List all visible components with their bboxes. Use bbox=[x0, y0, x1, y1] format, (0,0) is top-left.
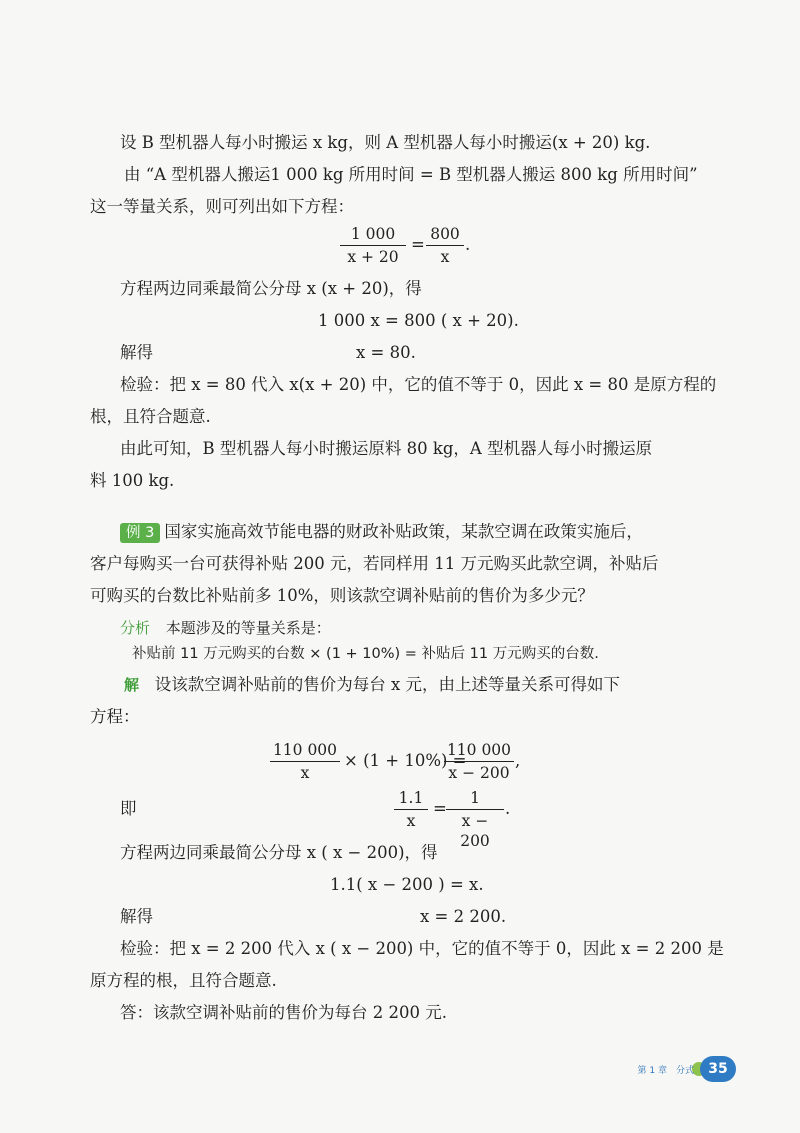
equals-sign: = bbox=[411, 235, 425, 254]
text-line: 答：该款空调补贴前的售价为每台 2 200 元. bbox=[120, 1003, 447, 1022]
solution-line bbox=[0, 673, 800, 697]
text-line: 方程两边同乘最简公分母 x ( x − 200)，得 bbox=[120, 843, 438, 862]
fraction-bar bbox=[446, 809, 504, 810]
comma: , bbox=[515, 751, 521, 770]
numerator: 110 000 bbox=[446, 741, 512, 759]
analysis-text: 本题涉及的等量关系是： bbox=[165, 619, 331, 637]
page-number: 35 bbox=[700, 1056, 736, 1082]
text-line: 由此可知，B 型机器人每小时搬运原料 80 kg，A 型机器人每小时搬运原 bbox=[120, 439, 653, 458]
analysis-line bbox=[0, 616, 800, 640]
denominator: x − 200 bbox=[448, 764, 510, 782]
text-line: 方程两边同乘最简公分母 x (x + 20)，得 bbox=[120, 279, 422, 298]
denominator: x bbox=[406, 812, 416, 830]
numerator: 1.1 bbox=[398, 789, 424, 807]
text-line: 设 B 型机器人每小时搬运 x kg，则 A 型机器人每小时搬运(x + 20) kg. bbox=[120, 133, 651, 152]
fraction-bar bbox=[444, 761, 514, 762]
numerator: 110 000 bbox=[272, 741, 338, 759]
fraction-bar bbox=[394, 809, 428, 810]
text-line: 即 bbox=[120, 799, 137, 818]
equation-line: x = 80. bbox=[356, 343, 416, 362]
fraction-bar bbox=[270, 761, 340, 762]
numerator: 1 000 bbox=[350, 225, 396, 243]
fraction bbox=[426, 224, 464, 267]
equation-text: × (1 + 10%) = bbox=[344, 751, 467, 770]
chapter-label: 第 1 章 分式 bbox=[637, 1065, 694, 1076]
text-line: 根，且符合题意. bbox=[90, 407, 211, 426]
solution-text: 设该款空调补贴前的售价为每台 x 元，由上述等量关系可得如下 bbox=[154, 675, 621, 694]
text-line: 这一等量关系，则可列出如下方程： bbox=[90, 197, 354, 216]
equals-sign: = bbox=[433, 799, 447, 818]
page-footer bbox=[638, 1055, 736, 1083]
text-line: 检验：把 x = 2 200 代入 x ( x − 200) 中，它的值不等于 0，因此 x = 2 200 是 bbox=[120, 939, 724, 958]
equation-line: 1 000 x = 800 ( x + 20). bbox=[318, 311, 519, 330]
fraction bbox=[444, 740, 514, 783]
text-line: 由 “A 型机器人搬运1 000 kg 所用时间 = B 型机器人搬运 800 kg 所用时间” bbox=[124, 165, 698, 184]
example-tag: 例 3 bbox=[120, 523, 160, 543]
numerator: 800 bbox=[430, 225, 460, 243]
denominator: x bbox=[440, 248, 450, 266]
text-line: 解得 bbox=[120, 343, 153, 362]
equation-line: x = 2 200. bbox=[420, 907, 507, 926]
period: . bbox=[465, 235, 471, 254]
solution-label: 解 bbox=[124, 676, 140, 694]
text-line: 原方程的根，且符合题意. bbox=[90, 971, 277, 990]
equation-line: 1.1( x − 200 ) = x. bbox=[330, 875, 484, 894]
denominator: x + 20 bbox=[347, 248, 399, 266]
fraction-bar bbox=[426, 245, 464, 246]
denominator: x bbox=[300, 764, 310, 782]
example-text: 国家实施高效节能电器的财政补贴政策，某款空调在政策实施后， bbox=[164, 522, 643, 541]
text-line: 检验：把 x = 80 代入 x(x + 20) 中，它的值不等于 0，因此 x = 80 是原方程的 bbox=[120, 375, 717, 394]
text-line: 客户每购买一台可获得补贴 200 元，若同样用 11 万元购买此款空调，补贴后 bbox=[90, 554, 659, 573]
fraction bbox=[394, 788, 428, 831]
denominator: x − 200 bbox=[460, 812, 490, 850]
text-line: 方程： bbox=[90, 707, 140, 726]
example-first-line bbox=[0, 520, 800, 544]
analysis-equation: 补贴前 11 万元购买的台数 × (1 + 10%) = 补贴后 11 万元购买的台数. bbox=[132, 646, 599, 662]
numerator: 1 bbox=[470, 789, 480, 807]
fraction bbox=[270, 740, 340, 783]
fraction-bar bbox=[340, 245, 406, 246]
text-line: 可购买的台数比补贴前多 10%，则该款空调补贴前的售价为多少元？ bbox=[90, 586, 594, 605]
analysis-label: 分析 bbox=[120, 619, 151, 637]
text-line: 解得 bbox=[120, 907, 153, 926]
text-line: 料 100 kg. bbox=[90, 471, 175, 490]
fraction bbox=[340, 224, 406, 267]
period: . bbox=[505, 799, 511, 818]
